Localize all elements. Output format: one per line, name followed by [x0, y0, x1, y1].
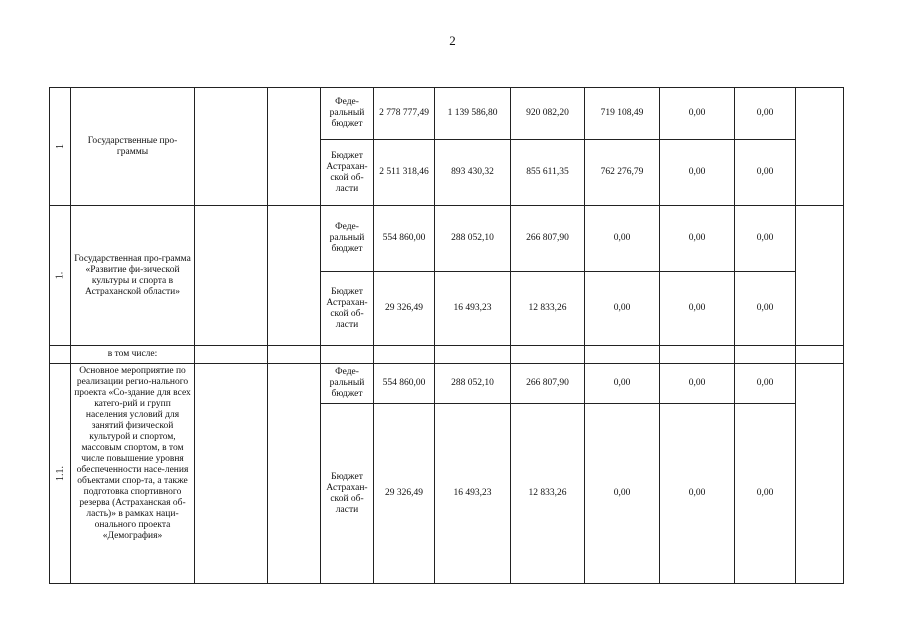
empty-cell — [50, 346, 71, 364]
value-cell: 12 833,26 — [511, 404, 585, 584]
value-cell: 29 326,49 — [374, 272, 435, 346]
row-number: 1 — [50, 88, 71, 206]
empty-cell — [796, 206, 844, 346]
value-cell: 266 807,90 — [511, 364, 585, 404]
value-cell: 0,00 — [660, 404, 735, 584]
value-cell: 1 139 586,80 — [435, 88, 511, 140]
funding-source: Бюджет Астрахан-ской об-ласти — [321, 404, 374, 584]
budget-table — [49, 87, 844, 584]
value-cell: 266 807,90 — [511, 206, 585, 272]
funding-source: Феде-ральный бюджет — [321, 206, 374, 272]
empty-cell — [195, 206, 268, 346]
empty-cell — [796, 364, 844, 584]
value-cell: 0,00 — [585, 404, 660, 584]
value-cell: 0,00 — [735, 206, 796, 272]
funding-source: Феде-ральный бюджет — [321, 88, 374, 140]
value-cell: 0,00 — [585, 272, 660, 346]
empty-cell — [585, 346, 660, 364]
empty-cell — [321, 346, 374, 364]
funding-source: Феде-ральный бюджет — [321, 364, 374, 404]
value-cell: 0,00 — [660, 140, 735, 206]
value-cell: 0,00 — [660, 272, 735, 346]
row-name: Основное мероприятие по реализации регио-нального проекта «Со-здание для всех катего-рий и групп населения условий для занятий физической культурой и спортом, массовым спортом, в том числе повышение уровня обеспеченности насе-ления объектами спор-та, а также подготовка спортивного резерва (Астраханская об-ласть)» в рамках наци-онального проекта «Демография» — [71, 364, 195, 584]
value-cell: 893 430,32 — [435, 140, 511, 206]
value-cell: 16 493,23 — [435, 272, 511, 346]
row-number: 1. — [50, 206, 71, 346]
value-cell: 0,00 — [735, 272, 796, 346]
table-row — [50, 88, 844, 140]
empty-cell — [735, 346, 796, 364]
empty-cell — [268, 364, 321, 584]
value-cell: 29 326,49 — [374, 404, 435, 584]
value-cell: 0,00 — [660, 364, 735, 404]
funding-source: Бюджет Астрахан-ской об-ласти — [321, 140, 374, 206]
value-cell: 0,00 — [735, 140, 796, 206]
value-cell: 920 082,20 — [511, 88, 585, 140]
empty-cell — [374, 346, 435, 364]
value-cell: 0,00 — [735, 364, 796, 404]
row-name: Государственная про-грамма «Развитие фи-зической культуры и спорта в Астраханской области» — [71, 206, 195, 346]
empty-cell — [796, 88, 844, 206]
empty-cell — [195, 364, 268, 584]
empty-cell — [796, 346, 844, 364]
table-row — [50, 346, 844, 364]
value-cell: 288 052,10 — [435, 364, 511, 404]
value-cell: 855 611,35 — [511, 140, 585, 206]
table-row — [50, 364, 844, 404]
value-cell: 0,00 — [660, 88, 735, 140]
value-cell: 762 276,79 — [585, 140, 660, 206]
value-cell: 0,00 — [735, 404, 796, 584]
page-number: 2 — [449, 33, 456, 48]
value-cell: 288 052,10 — [435, 206, 511, 272]
row-label: в том числе: — [71, 346, 195, 364]
value-cell: 2 778 777,49 — [374, 88, 435, 140]
table-row — [50, 206, 844, 272]
value-cell: 554 860,00 — [374, 364, 435, 404]
value-cell: 719 108,49 — [585, 88, 660, 140]
empty-cell — [268, 346, 321, 364]
value-cell: 0,00 — [735, 88, 796, 140]
empty-cell — [268, 206, 321, 346]
empty-cell — [268, 88, 321, 206]
row-name: Государственные про-граммы — [71, 88, 195, 206]
empty-cell — [435, 346, 511, 364]
row-number: 1.1. — [50, 364, 71, 584]
funding-source: Бюджет Астрахан-ской об-ласти — [321, 272, 374, 346]
value-cell: 554 860,00 — [374, 206, 435, 272]
value-cell: 0,00 — [660, 206, 735, 272]
value-cell: 16 493,23 — [435, 404, 511, 584]
value-cell: 2 511 318,46 — [374, 140, 435, 206]
empty-cell — [660, 346, 735, 364]
value-cell: 0,00 — [585, 206, 660, 272]
empty-cell — [195, 346, 268, 364]
empty-cell — [195, 88, 268, 206]
empty-cell — [511, 346, 585, 364]
value-cell: 12 833,26 — [511, 272, 585, 346]
value-cell: 0,00 — [585, 364, 660, 404]
